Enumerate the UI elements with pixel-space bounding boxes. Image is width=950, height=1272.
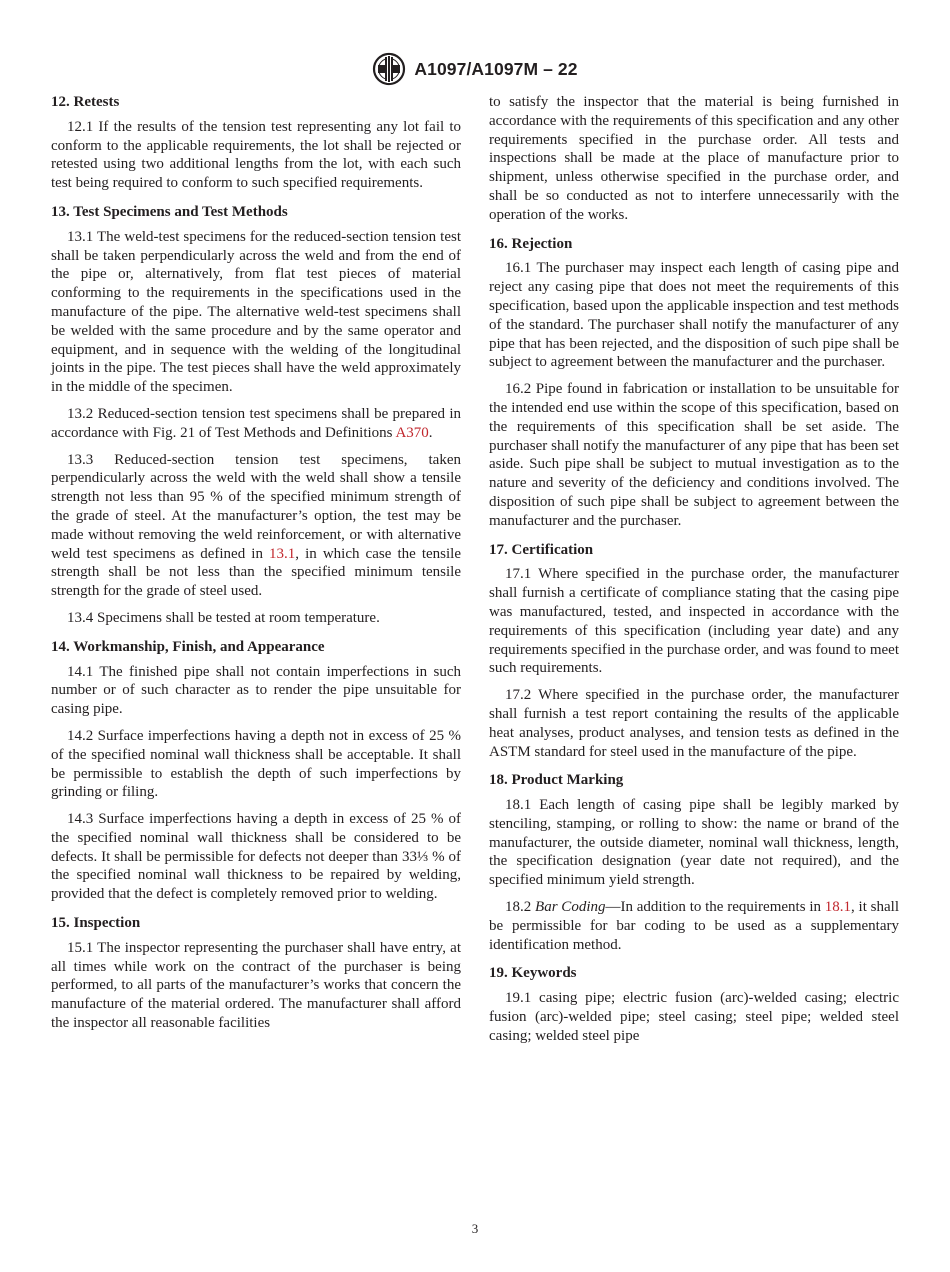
section-15-continued [489, 93, 899, 225]
section-17-certification [489, 541, 899, 762]
section-16-rejection [489, 235, 899, 531]
right-column [489, 93, 899, 1056]
section-19-keywords [489, 964, 899, 1045]
section-14-workmanship [51, 638, 461, 904]
page-header [0, 52, 950, 86]
paragraph-17-2: 17.2 Where specified in the purchase order, the manufacturer shall furnish a test report containing the results of the applicable heat analyses, product analyses, and tension tests as defined in the ASTM standard for steel used in the manufacture of the pipe. [489, 687, 899, 760]
section-heading: 19. Keywords [489, 965, 577, 982]
reference-link-18-1[interactable]: 18.1 [824, 899, 852, 916]
paragraph-18-1: 18.1 Each length of casing pipe shall be legibly marked by stenciling, stamping, or rolling to show: the name or brand of the manufacturer, the outside diameter, nominal wall thickness, length, the specification designation (year date not required), and the specified minimum yield strength. [489, 797, 899, 889]
section-heading: 18. Product Marking [489, 772, 624, 789]
astm-logo-icon [372, 52, 406, 86]
paragraph-17-1: 17.1 Where specified in the purchase order, the manufacturer shall furnish a certificate of compliance stating that the casing pipe was manufactured, tested, and inspected in accordance with the requirements of this specification (including year date) and any requirements specified in the purchase order, and was found to meet such requirements. [489, 566, 899, 677]
document-designation: A1097/A1097M – 22 [414, 58, 578, 79]
paragraph-14-2: 14.2 Surface imperfections having a depth not in excess of 25 % of the specified nominal wall thickness shall be acceptable. It shall be permissible to establish the depth of such imperfections by grinding or filing. [51, 727, 461, 801]
section-12-retests [51, 93, 461, 193]
reference-link-a370[interactable]: A370 [395, 424, 429, 441]
paragraph-16-1: 16.1 The purchaser may inspect each length of casing pipe and reject any casing pipe that does not meet the requirements of this specification, based upon the applicable inspection and test methods of the standard. The purchaser shall notify the manufacturer of any pipe that has been rejected, and the disposition of such pipe shall be subject to agreement between the manufacturer and the purchaser. [489, 260, 899, 371]
paragraph-15-1-continued: to satisfy the inspector that the material is being furnished in accordance with the requirements of this specification and any other requirements specified in the purchase order. All tests and inspections shall be made at the place of manufacture prior to shipment, unless otherwise specified in the purchase order, and shall be so conducted as not to interfere unnecessarily with the operation of the works. [489, 94, 899, 223]
section-heading: 13. Test Specimens and Test Methods [51, 203, 288, 220]
paragraph-18-2: 18.2 Bar Coding—In addition to the requirements in 18.1, it shall be permissible for bar coding to be used as a supplementary identification method. [489, 899, 899, 953]
paragraph-13-3: 13.3 Reduced-section tension test specimens, taken perpendicularly across the weld with the weld shall show a tensile strength not less than 95 % of the specified minimum strength of the grade of steel. At the manufacturer’s option, the test may be made without removing the weld reinforcement, or with alternative weld test specimens as defined in 13.1, in which case the tensile strength shall be not less than the specified minimum tensile strength for the grade of steel used. [51, 451, 461, 600]
paragraph-13-2: 13.2 Reduced-section tension test specimens shall be prepared in accordance with Fig. 21 of Test Methods and Definitions A370. [51, 405, 461, 441]
section-15-inspection [51, 914, 461, 1033]
section-heading: 16. Rejection [489, 235, 573, 252]
paragraph-13-1: 13.1 The weld-test specimens for the reduced-section tension test shall be taken perpendicularly across the weld and from the end of the pipe or, alternatively, from flat test pieces of material conforming to the requirements in the specifications used in the manufacture of the pipe. The alternative weld-test specimens shall be welded with the same procedure and by the same operator and equipment, and in sequence with the welding of the longitudinal joints in the pipe. The test pieces shall have the weld approximately in the middle of the specimen. [51, 228, 461, 396]
section-18-product-marking [489, 771, 899, 954]
paragraph-14-3: 14.3 Surface imperfections having a depth in excess of 25 % of the specified nominal wall thickness shall be considered to be defects. It shall be permissible for defects not deeper than 33⅓ % of the specified nominal wall thickness to be repaired by welding, provided that the defect is completely removed prior to welding. [51, 811, 461, 903]
paragraph-16-2: 16.2 Pipe found in fabrication or installation to be unsuitable for the intended end use within the scope of this specification, based on the requirements of this specification shall be set aside. The purchaser shall notify the manufacturer of any pipe that has been set aside. Such pipe shall be subject to mutual investigation as to the nature and severity of the deficiency and conditions involved. The disposition of such pipe shall be subject to agreement between the manufacturer and the purchaser. [489, 381, 899, 529]
section-heading: 15. Inspection [51, 915, 141, 932]
section-heading: 12. Retests [51, 94, 120, 110]
paragraph-15-1-start: 15.1 The inspector representing the purchaser shall have entry, at all times while work on the contract of the purchaser is being performed, to all parts of the manufacturer’s works that concern the manufacture of the material ordered. The manufacturer shall afford the inspector all reasonable facilities [51, 939, 461, 1032]
paragraph-13-4: 13.4 Specimens shall be tested at room temperature. [67, 609, 380, 626]
page-number: 3 [471, 1221, 479, 1236]
left-column [51, 93, 461, 1043]
paragraph-14-1: 14.1 The finished pipe shall not contain imperfections in such number or of such character as to render the pipe unsuitable for casing pipe. [51, 663, 461, 718]
section-heading: 17. Certification [489, 541, 594, 558]
section-heading: 14. Workmanship, Finish, and Appearance [51, 638, 325, 655]
section-13-test-specimens [51, 203, 461, 628]
paragraph-12-1: 12.1 If the results of the tension test representing any lot fail to conform to the applicable requirements, the lot shall be rejected or retested using two additional lengths from the lot, with each such test being required to conform to such specified requirements. [51, 118, 461, 192]
paragraph-19-1: 19.1 casing pipe; electric fusion (arc)-welded casing; electric fusion (arc)-welded pipe; steel casing; steel pipe; welded steel casing; welded steel pipe [489, 990, 899, 1044]
reference-link-13-1[interactable]: 13.1 [269, 545, 296, 562]
